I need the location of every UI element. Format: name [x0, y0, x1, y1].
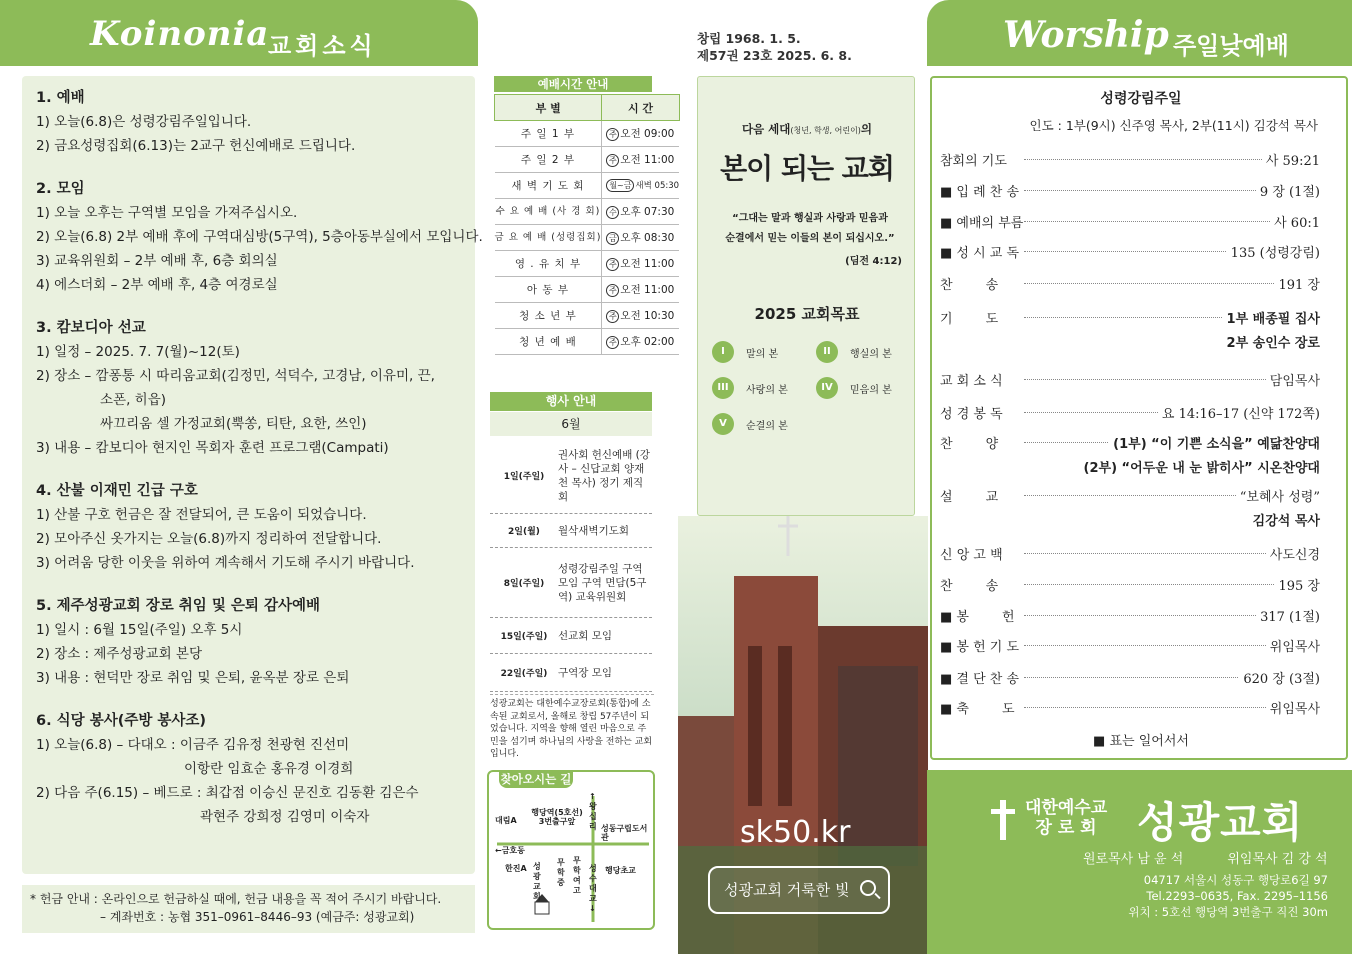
service-name: 청 소 년 부: [495, 303, 602, 329]
service-times-table: [494, 94, 680, 355]
order-label: 기 도: [940, 312, 999, 327]
service-time: 금 오후 08:30: [602, 225, 679, 251]
event-row: [490, 618, 652, 654]
news-line: 1) 일시 : 6월 15일(주일) 오후 5시: [36, 622, 243, 638]
goal-title: 2025 교회목표: [754, 305, 860, 323]
order-value: 사 60:1: [1270, 212, 1320, 231]
search-box[interactable]: [708, 866, 890, 914]
event-content: 구역장 모임: [558, 666, 613, 679]
order-value: “보혜사 성령”: [1236, 486, 1320, 505]
table-row: [495, 329, 680, 355]
search-icon: [860, 880, 876, 896]
order-value-secondary: (2부) “어두운 내 눈 밝히사” 시온찬양대: [1083, 461, 1320, 476]
goal-item: V 순결의 본: [712, 413, 788, 435]
order-label: ■ 성 시 교 독: [940, 246, 1020, 261]
news-line: 3) 내용 : 현덕만 장로 취임 및 은퇴, 윤옥분 장로 은퇴: [36, 670, 350, 686]
church-address: 04717 서울시 성동구 행당로6길 97 Tel.2293–0635, Fax. 2295–1156 위치 : 5호선 행당역 3번출구 직진 30m: [1128, 873, 1328, 919]
pastors: [1083, 848, 1352, 867]
service-name: 청 년 예 배: [495, 329, 602, 355]
map-label-church: 성광교회: [533, 862, 541, 901]
event-row: [490, 654, 652, 692]
order-value-secondary: 2부 송인수 장로: [1226, 336, 1320, 351]
service-time: 주 오전 11:00: [602, 277, 679, 303]
order-label: 찬 송: [940, 579, 999, 594]
service-time: 월~금 새벽 05:30: [602, 173, 679, 199]
news-line: 3) 내용 – 캄보디아 현지인 목회자 훈련 프로그램(Campati): [36, 440, 389, 456]
map-label-station: 행당역(5호선) 3번출구앞: [531, 808, 583, 826]
order-value: (1부) “이 기쁜 소식을” 예닮찬양대: [1109, 433, 1320, 452]
order-label: 찬 송: [940, 278, 999, 293]
table-row: [495, 303, 680, 329]
day-mark: 주: [606, 154, 619, 167]
church-name: 성광교회: [1137, 798, 1304, 847]
directions-map: [487, 770, 655, 930]
day-mark: 주: [606, 284, 619, 297]
volume-issue: 제57권 23호 2025. 6. 8.: [697, 48, 852, 63]
news-section-cambodia: [36, 316, 475, 460]
map-label-haengdang-elem: 행당초교: [605, 866, 636, 875]
denomination: 대한예수교 장 로 회: [1025, 798, 1108, 838]
event-date: 2일(월): [508, 527, 540, 537]
table-row: [495, 225, 680, 251]
news-line: 이항란 임효순 홍유경 이경희: [184, 761, 354, 777]
order-value: 135 (성령강림): [1227, 242, 1320, 261]
order-value: 사도신경: [1266, 544, 1320, 563]
news-heading: 4. 산불 이재민 긴급 구호: [36, 483, 198, 499]
day-mark: 주: [606, 258, 619, 271]
offering-notice: [22, 885, 475, 933]
founded-date: 창립 1968. 1. 5.: [697, 31, 801, 46]
news-line: 싸끄리움 셀 가정교회(뿍쏭, 티탄, 요한, 쓰인): [100, 416, 367, 432]
service-name: 주 일 2 부: [495, 147, 602, 173]
day-mark: 주: [606, 310, 619, 323]
news-line: 1) 오늘 오후는 구역별 모임을 가져주십시오.: [36, 205, 298, 221]
website-url[interactable]: sk50.kr: [740, 815, 851, 850]
order-value: 담임목사: [1266, 370, 1320, 389]
worship-script-title: Worship: [1003, 14, 1169, 56]
news-heading: 6. 식당 봉사(주방 봉사조): [36, 713, 207, 729]
service-name: 주 일 1 부: [495, 121, 602, 147]
order-value: 317 (1절): [1256, 606, 1320, 625]
senior-pastor: 위임목사 김 강 석: [1227, 852, 1328, 867]
service-time: 주 오전 11:00: [602, 147, 679, 173]
map-label-daelim: 대림A: [495, 816, 517, 825]
event-row: [490, 548, 652, 618]
map-label-wangsimni: ↑왕십리: [589, 792, 597, 831]
map-label-muhak-middle: 무학중: [557, 858, 565, 887]
table-row: [495, 147, 680, 173]
map-label-sungsu: 성수대교↓: [589, 864, 597, 913]
service-time: 수 오후 07:30: [602, 199, 679, 225]
worship-leader: 인도 : 1부(9시) 신주영 목사, 2부(11시) 김강석 목사: [1029, 118, 1318, 133]
directions-title: 찾아오시는 길: [500, 772, 572, 786]
table-row: [495, 199, 680, 225]
event-row: [490, 514, 652, 548]
event-content: 월삭새벽기도회: [558, 524, 630, 537]
news-line: 2) 장소 – 깜퐁통 시 따리움교회(김정민, 석덕수, 고경남, 이유미, 끈,: [36, 368, 435, 384]
emeritus-pastor: 원로목사 남 윤 석: [1083, 852, 1184, 867]
event-content: 선교회 모임: [558, 629, 613, 642]
news-line: 3) 교육위원회 – 2부 예배 후, 6층 회의실: [36, 253, 278, 269]
order-label: 신 앙 고 백: [940, 548, 1003, 563]
news-line: 곽현주 강희정 김영미 이숙자: [200, 809, 370, 825]
service-name: 영 . 유 치 부: [495, 251, 602, 277]
news-heading: 3. 캄보디아 선교: [36, 320, 146, 336]
founded-info: [697, 30, 852, 64]
order-label: 설 교: [940, 490, 999, 505]
day-mark: 주: [606, 336, 619, 349]
news-line: 2) 장소 : 제주성광교회 본당: [36, 646, 202, 662]
map-label-library: 성동구립도서관: [601, 824, 648, 842]
order-value: 요 14:16–17 (신약 172쪽): [1158, 403, 1320, 422]
event-row: [490, 438, 652, 514]
order-value: 사 59:21: [1262, 150, 1320, 169]
service-name: 새 벽 기 도 회: [495, 173, 602, 199]
order-value: 191 장: [1274, 274, 1320, 293]
service-time: 주 오전 10:30: [602, 303, 679, 329]
news-section-jeju: [36, 594, 475, 690]
order-label: ■ 봉 헌 기 도: [940, 640, 1020, 655]
goal-item: I 말의 본: [712, 341, 778, 363]
service-name: 수 요 예 배 (사 경 회): [495, 199, 602, 225]
church-news-title: 교회소식: [268, 32, 377, 60]
news-line: 1) 오늘(6.8) – 다대오 : 이금주 김유정 천광현 진선미: [36, 737, 350, 753]
day-mark: 금: [606, 232, 619, 245]
order-label: ■ 입 례 찬 송: [940, 185, 1020, 200]
offering-line: * 헌금 안내 : 온라인으로 헌금하실 때에, 헌금 내용을 꼭 적어 주시기 바랍니다.: [30, 892, 442, 906]
news-line: 2) 금요성령집회(6.13)는 2교구 헌신예배로 드립니다.: [36, 138, 356, 154]
map-label-geumho: ←금호동: [495, 846, 525, 855]
church-brand: [927, 770, 1352, 954]
goal-item: II 행실의 본: [816, 341, 892, 363]
vision-quote: “그대는 말과 행실과 사랑과 믿음과 순결에서 믿는 이들의 본이 되십시오.”: [725, 213, 895, 244]
service-time: 주 오후 02:00: [602, 329, 679, 355]
news-line: 4) 에스더회 – 2부 예배 후, 4층 여경로실: [36, 277, 278, 293]
vision-ref: (딤전 4:12): [845, 256, 902, 267]
sunday-worship-title: 주일낮예배: [1173, 32, 1289, 60]
goal-item: IV 믿음의 본: [816, 377, 892, 399]
service-times-title: 예배시간 안내: [494, 76, 652, 92]
search-text: 성광교회 거룩한 빛: [724, 881, 850, 899]
news-line: 소폰, 히읍): [100, 392, 167, 408]
news-line: 2) 모아주신 옷가지는 오늘(6.8)까지 정리하여 전달합니다.: [36, 531, 382, 547]
service-name: 아 동 부: [495, 277, 602, 303]
order-value: 620 장 (3절): [1239, 668, 1320, 687]
event-content: 성령강림주일 구역모임 구역 면담(5구역) 교육위원회: [558, 562, 647, 603]
church-news-box: [22, 76, 483, 874]
table-row: [495, 173, 680, 199]
news-section-kitchen: [36, 709, 475, 829]
order-label: 찬 양: [940, 437, 999, 452]
table-row: [495, 277, 680, 303]
news-line: 2) 다음 주(6.15) – 베드로 : 최갑점 이승신 문진호 김동환 김은수: [36, 785, 419, 801]
koinonia-script-title: Koinonia: [90, 14, 270, 54]
news-heading: 2. 모임: [36, 181, 85, 197]
vision-title: 본이 되는 교회: [720, 152, 894, 185]
event-date: 22일(주일): [500, 669, 548, 679]
news-section-wildfire: [36, 479, 475, 575]
order-value: 위임목사: [1266, 698, 1320, 717]
order-value-secondary: 김강석 목사: [1252, 514, 1320, 529]
account-line: – 계좌번호 : 농협 351–0961–8446–93 (예금주: 성광교회): [100, 910, 415, 924]
order-value: 9 장 (1절): [1256, 181, 1320, 200]
order-label: 참회의 기도: [940, 154, 1007, 169]
news-line: 1) 오늘(6.8)은 성령강림주일입니다.: [36, 114, 252, 130]
service-name: 금 요 예 배 (성령집회): [495, 225, 602, 251]
news-section-worship: [36, 86, 475, 158]
news-line: 1) 일정 – 2025. 7. 7(월)~12(토): [36, 344, 240, 360]
day-mark: 주: [606, 128, 619, 141]
table-header: 시 간: [602, 95, 679, 121]
stand-note: ■ 표는 일어서서: [1093, 734, 1189, 749]
news-section-meetings: [36, 177, 483, 297]
order-label: ■ 봉 헌: [940, 610, 1015, 625]
order-label: 성 경 봉 독: [940, 407, 1003, 422]
news-heading: 1. 예배: [36, 90, 85, 106]
news-line: 1) 산불 구호 헌금은 잘 전달되어, 큰 도움이 되었습니다.: [36, 507, 367, 523]
service-time: 주 오전 11:00: [602, 251, 679, 277]
vision-panel: [697, 76, 915, 516]
order-value: 195 장: [1274, 575, 1320, 594]
table-row: [495, 251, 680, 277]
order-label: ■ 예배의 부름: [940, 216, 1024, 231]
koinonia-header: [0, 0, 478, 66]
goal-item: III 사랑의 본: [712, 377, 788, 399]
order-value: 1부 배종필 집사: [1223, 308, 1320, 327]
day-mark: 월~금: [606, 179, 634, 192]
worship-order: [930, 76, 1348, 760]
events-title: 행사 안내: [490, 392, 652, 411]
table-row: [495, 121, 680, 147]
map-label-hanjin: 한진A: [505, 864, 527, 873]
worship-header: [927, 0, 1352, 66]
order-value: 위임목사: [1266, 636, 1320, 655]
service-time: 주 오전 09:00: [602, 121, 679, 147]
vision-generation: 다음 세대(청년, 학생, 어린이)의: [741, 122, 873, 136]
church-about-text: 성광교회는 대한예수교장로회(통합)에 소속된 교회로서, 올해로 창립 57주년이 되었습니다. 지역을 향해 열린 마음으로 주민을 섬기며 하나님의 사랑을 전하는 교회입니다.: [490, 694, 654, 761]
worship-title: 성령강림주일: [1100, 91, 1182, 107]
event-date: 15일(주일): [500, 632, 548, 642]
day-mark: 수: [606, 206, 619, 219]
order-label: ■ 결 단 찬 송: [940, 672, 1020, 687]
order-label: 교 회 소 식: [940, 374, 1003, 389]
map-label-muhak-girls: 무학여고: [573, 856, 581, 895]
news-line: 3) 어려움 당한 이웃을 위하여 계속해서 기도해 주시기 바랍니다.: [36, 555, 415, 571]
events-month: 6월: [490, 412, 652, 436]
event-content: 권사회 헌신예배 (강사 – 신답교회 양재천 목사) 정기 제직회: [558, 448, 650, 503]
news-heading: 5. 제주성광교회 장로 취임 및 은퇴 감사예배: [36, 598, 321, 614]
order-label: ■ 축 도: [940, 702, 1015, 717]
event-date: 8일(주일): [503, 579, 545, 589]
cross-icon: [991, 800, 1015, 840]
news-line: 2) 오늘(6.8) 2부 예배 후에 구역대심방(5구역), 5층아동부실에서 모입니다.: [36, 229, 483, 245]
event-date: 1일(주일): [503, 472, 545, 482]
table-header: 부 별: [495, 95, 602, 121]
